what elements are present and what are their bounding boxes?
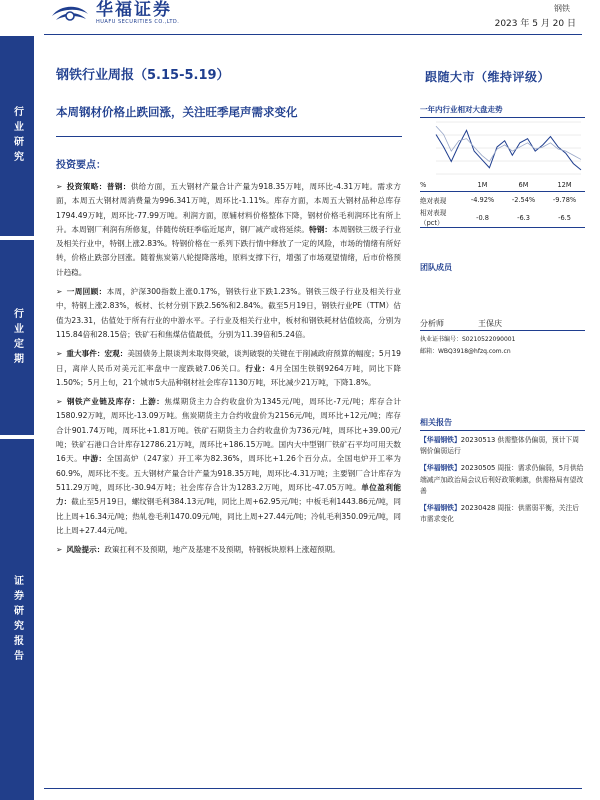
para-text: 焦煤期货主力合约收盘价为1345元/吨，周环比-7元/吨；库存合计1580.92万吨，周环比-13.09万吨。焦炭期货主力合约收盘价为2156元/吨，周环比+12元/吨；库存合计901.74万吨，周环比+1.81万吨。铁矿石期货主力合约收盘价为736元/吨，周环比+39.00元/吨；铁矿石港口合计库存12786.21万吨，周环比+186.15万吨。国内大中型钢厂铁矿石平均可用天数16天。 bbox=[56, 397, 402, 464]
huafu-logo-icon bbox=[50, 2, 90, 24]
para-sub: 普钢： bbox=[106, 182, 131, 191]
para-lead: 钢铁产业链及库存： bbox=[66, 397, 140, 407]
para-investment-strategy bbox=[56, 180, 401, 280]
analyst-role: 分析师 bbox=[420, 319, 444, 328]
table-cell: -9.78% bbox=[552, 196, 577, 204]
analyst-name: 王保庆 bbox=[478, 319, 502, 328]
related-report-text: 20230513 供需整体仍偏弱，预计下周钢价偏弱运行 bbox=[420, 436, 580, 456]
para-sub: 上游： bbox=[140, 397, 165, 407]
bullet-arrow-icon: ➢ bbox=[56, 349, 63, 359]
table-cell: -2.54% bbox=[511, 196, 536, 204]
para-lead: 投资策略： bbox=[66, 182, 107, 191]
report-date: 2023 年 5 月 20 日 bbox=[494, 19, 576, 29]
table-cell: -0.8 bbox=[476, 213, 489, 222]
para-sub: 行业： bbox=[245, 363, 270, 373]
analyst-email[interactable]: 邮箱：WBQ3918@hfzq.com.cn bbox=[420, 348, 511, 355]
table-header-cell: % bbox=[420, 180, 427, 189]
company-name-cn: 华福证券 bbox=[96, 0, 172, 20]
related-report-source: 【华福钢铁】 bbox=[420, 504, 461, 513]
para-text: 本周，沪深300指数上涨0.17%，钢铁行业下跌1.23%。钢铁三级子行业及相关行业中，特钢上涨2.83%，板材、长材分别下跌2.56%和2.84%。截至5月19日，钢铁行业PE（TTM）估值为23.31，估值处于所有行业的中游水平。子行业及相关行业中，板材和钢铁耗材估值较高，分别为115.84倍和28.15倍；铁矿石和焦煤估值最低，分别为11.39倍和5.24倍。 bbox=[56, 287, 402, 339]
chart-svg bbox=[420, 118, 585, 180]
para-major-events bbox=[56, 347, 401, 390]
bullet-arrow-icon: ➢ bbox=[56, 287, 63, 297]
para-sub: 单位盈利能力： bbox=[56, 482, 401, 507]
para-text: 美国债务上限谈判未取得突破，谈判破裂的关键在于削减政府预算的幅度；5月19日，离岸人民币对美元汇率盘中一度跌破7.06关口。 bbox=[56, 349, 402, 373]
header-divider bbox=[44, 34, 582, 35]
table-row-label: 相对表现（pct） bbox=[420, 208, 447, 227]
side-band-label: 行业定期 bbox=[11, 307, 23, 368]
side-band-industry-periodic bbox=[0, 240, 34, 435]
table-header-row bbox=[420, 178, 585, 192]
company-name-en: HUAFU SECURITIES CO.,LTD. bbox=[96, 19, 180, 25]
report-headline: 本周钢材价格止跌回涨，关注旺季尾声需求变化 bbox=[56, 105, 298, 119]
related-report-item[interactable] bbox=[420, 435, 585, 457]
table-row bbox=[420, 192, 585, 208]
table-header-cell: 12M bbox=[557, 180, 572, 189]
side-band-industry-research bbox=[0, 36, 34, 236]
table-row bbox=[420, 208, 585, 228]
team-members-heading: 团队成员 bbox=[420, 263, 452, 272]
related-report-text: 20230505 周报：需求仍偏弱，5月供给端减产加政治局会议后利好政策刺激，供需格局有望改善 bbox=[420, 464, 584, 495]
para-weekly-review bbox=[56, 285, 401, 342]
side-band-securities-report bbox=[0, 439, 34, 800]
para-industry-chain bbox=[56, 395, 401, 538]
para-lead: 一周回顾： bbox=[66, 287, 107, 297]
para-lead: 重大事件： bbox=[66, 349, 105, 359]
related-report-source: 【华福钢铁】 bbox=[420, 464, 461, 473]
footer-divider bbox=[44, 788, 582, 789]
bullet-arrow-icon: ➢ bbox=[56, 397, 63, 407]
title-divider bbox=[56, 136, 402, 137]
table-row-label: 绝对表现 bbox=[420, 197, 447, 205]
para-text: 截止至5月19日，螺纹钢毛利384.13元/吨，同比上周+62.95元/吨；中板毛利1443.86元/吨，同比上周+16.34元/吨；热轧卷毛利1470.09元/吨，同比上周+27.44元/吨；冷轧毛利350.09元/吨，同比上周+27.44元/吨。 bbox=[56, 497, 401, 535]
investment-rating: 跟随大市（维持评级） bbox=[425, 70, 551, 84]
side-band-label: 证券研究报告 bbox=[11, 574, 23, 665]
para-sub: 特钢： bbox=[309, 224, 333, 234]
related-report-item[interactable] bbox=[420, 463, 585, 497]
table-cell: -6.3 bbox=[517, 213, 530, 222]
table-cell: -4.92% bbox=[470, 196, 495, 204]
chart-series-line bbox=[436, 126, 581, 161]
industry-tag: 钢铁 bbox=[554, 4, 570, 13]
related-reports-heading: 相关报告 bbox=[420, 417, 585, 431]
related-reports-list bbox=[420, 435, 585, 531]
bullet-arrow-icon: ➢ bbox=[56, 182, 63, 191]
report-title: 钢铁行业周报（5.15-5.19） bbox=[56, 68, 230, 83]
chart-title: 一年内行业相对大盘走势 bbox=[420, 104, 585, 118]
para-text: 4月全国生铁钢9264万吨，同比下降1.50%；5月上旬，21个城市5大品种钢材社会库存1130万吨，环比减少21万吨，下降1.8%。 bbox=[56, 363, 402, 387]
relative-performance-chart bbox=[420, 118, 585, 180]
para-risk-warning bbox=[56, 543, 401, 557]
related-report-source: 【华福钢铁】 bbox=[420, 436, 461, 444]
related-report-item[interactable] bbox=[420, 503, 585, 525]
company-logo bbox=[50, 0, 179, 26]
para-sub: 中游： bbox=[82, 454, 107, 464]
side-band-label: 行业研究 bbox=[11, 106, 23, 166]
related-report-text: 20230428 周报：供需弱平衡，关注后市需求变化 bbox=[420, 504, 580, 524]
para-lead: 风险提示： bbox=[66, 545, 105, 555]
analyst-divider bbox=[420, 330, 585, 331]
investment-highlights-heading: 投资要点： bbox=[56, 160, 106, 171]
bullet-arrow-icon: ➢ bbox=[56, 545, 63, 555]
para-text: 本周钢铁三级子行业及相关行业中，特钢上涨2.83%。特钢价格在一系列下跌行情中释放了一定的风险，市场的情绪有所好转，价格止跌部分回涨。随着焦炭第八轮提降落地，原料支撑下行，增强了市场观望情绪，后市价格预计趋稳。 bbox=[56, 224, 402, 277]
para-text: 全国高炉（247家）开工率为82.36%，周环比+1.26个百分点。全国电炉开工率为60.9%，周环比不变。五大钢材产量合计产量为918.35万吨，周环比-4.31万吨；主要钢厂合计库存为511.29万吨，周环比-30.94万吨；社会库存合计为1283.2万吨，周环比-47.05万吨。 bbox=[56, 454, 402, 492]
table-cell: -6.5 bbox=[558, 213, 571, 222]
chart-series-line bbox=[436, 130, 581, 170]
analyst-certificate: 执业证书编号：S0210522090001 bbox=[420, 336, 516, 343]
para-sub: 宏观： bbox=[104, 349, 128, 359]
investment-highlights-body bbox=[56, 180, 401, 562]
table-header-cell: 6M bbox=[518, 180, 529, 189]
para-text: 政策扛利不及预期，地产及基建不及预期，特钢板块原料上涨超预期。 bbox=[104, 545, 340, 555]
performance-table bbox=[420, 178, 585, 228]
para-text: 供给方面，五大钢材产量合计产量为918.35万吨，周环比-4.31万吨。需求方面，本周五大钢材周消费量为996.341万吨，周环比-1.11%。库存方面，本周五大钢材品种总库存1794.49万吨，周环比-77.99万吨。利润方面，原辅材料价格整体下降，钢材价格毛利润环比有所上升。本周钢厂利润有所修复，伴随传统旺季临近尾声，钢厂减产或将延续。 bbox=[56, 182, 401, 234]
table-header-cell: 1M bbox=[477, 180, 488, 189]
